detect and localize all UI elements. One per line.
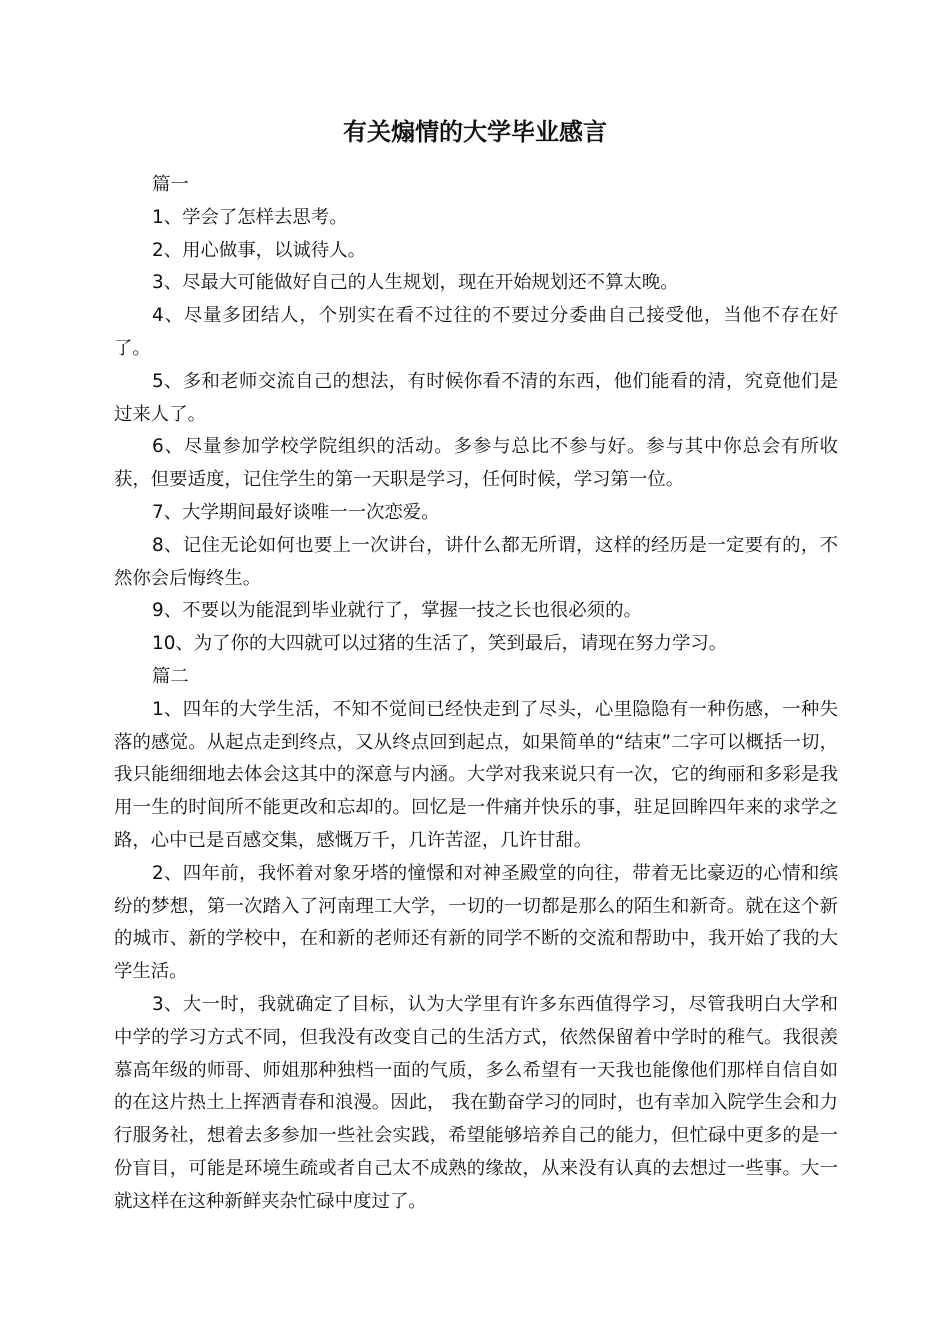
paragraph: 6、尽量参加学校学院组织的活动。多参与总比不参与好。参与其中你总会有所收获，但要适度，记住学生的第一天职是学习，任何时候，学习第一位。 <box>114 436 838 491</box>
paragraph: 8、记住无论如何也要上一次讲台，讲什么都无所谓，这样的经历是一定要有的，不然你会后悔终生。 <box>114 534 838 589</box>
paragraph: 4、尽量多团结人，个别实在看不过往的不要过分委曲自己接受他，当他不存在好了。 <box>114 305 838 359</box>
paragraph: 5、多和老师交流自己的想法，有时候你看不清的东西，他们能看的清，究竟他们是过来人了。 <box>114 370 838 425</box>
paragraph: 3、大一时，我就确定了目标，认为大学里有许多东西值得学习，尽管我明白大学和中学的学习方式不同，但我没有改变自己的生活方式，依然保留着中学时的稚气。我很羡慕高年级的师哥、师姐那种独档一面的气质，多么希望有一天我也能像他们那样自信自如的在这片热土上挥洒青春和浪漫。因此， 我在勤奋学习的同时，也有幸加入院学生会和力行服务社，想着去多参加一些社会实践，希望能够培养自己的能力，但忙碌中更多的是一份盲目，可能是环境生疏或者自己太不成熟的缘故，从来没有认真的去想过一些事。大一就这样在这种新鲜夹杂忙碌中度过了。 <box>114 993 838 1212</box>
paragraph: 1、学会了怎样去思考。 <box>152 206 348 228</box>
section-heading-2: 篇二 <box>152 665 189 687</box>
paragraph: 9、不要以为能混到毕业就行了，掌握一技之长也很必须的。 <box>152 600 642 622</box>
paragraph: 2、用心做事，以诚待人。 <box>152 239 366 261</box>
document-title: 有关煽情的大学毕业感言 <box>343 118 607 146</box>
paragraph: 2、四年前，我怀着对象牙塔的憧憬和对神圣殿堂的向往，带着无比豪迈的心情和缤纷的梦想，第一次踏入了河南理工大学，一切的一切都是那么的陌生和新奇。就在这个新的城市、新的学校中，在和新的老师还有新的同学不断的交流和帮助中，我开始了我的大学生活。 <box>114 862 838 983</box>
paragraph: 10、为了你的大四就可以过猪的生活了，笑到最后，请现在努力学习。 <box>152 633 728 655</box>
paragraph: 3、尽最大可能做好自己的人生规划，现在开始规划还不算太晚。 <box>152 272 679 294</box>
paragraph: 7、大学期间最好谈唯一一次恋爱。 <box>152 501 440 523</box>
paragraph: 1、四年的大学生活，不知不觉间已经快走到了尽头，心里隐隐有一种伤感，一种失落的感觉。从起点走到终点，又从终点回到起点，如果简单的“结束”二字可以概括一切，我只能细细地去体会这其中的深意与内涵。大学对我来说只有一次，它的绚丽和多彩是我用一生的时间所不能更改和忘却的。回忆是一件痛并快乐的事，驻足回眸四年来的求学之路，心中已是百感交集，感慨万千，几许苦涩，几许甘甜。 <box>114 698 838 851</box>
document-body <box>114 169 838 1219</box>
section-heading-1: 篇一 <box>152 174 189 195</box>
